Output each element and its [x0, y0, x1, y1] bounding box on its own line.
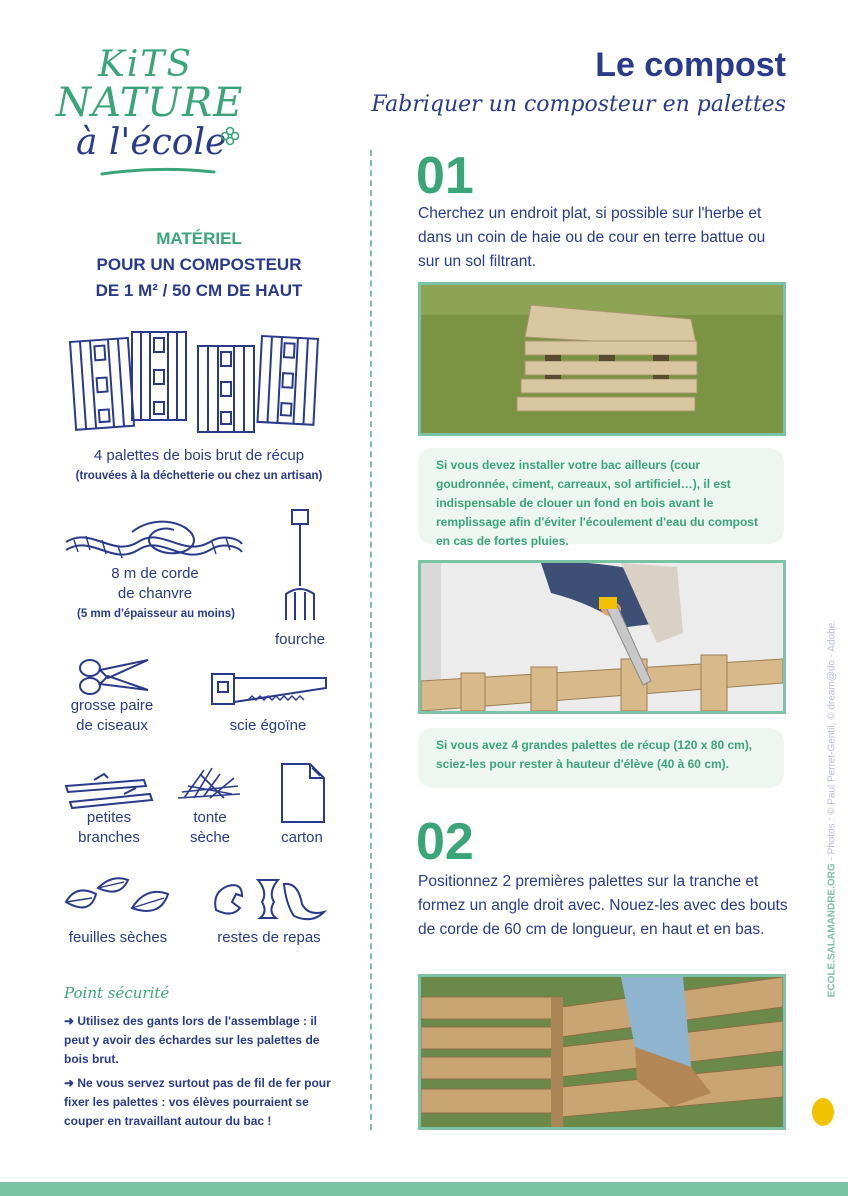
page-title: Le compost — [595, 46, 786, 84]
materiel-heading-2: POUR UN COMPOSTEUR — [96, 255, 302, 274]
branches-label-1: petites — [86, 809, 132, 826]
salamandre-logo-icon — [812, 1098, 834, 1126]
saw-icon — [208, 668, 330, 714]
grass-icon — [174, 764, 246, 804]
logo-line-3: à l'école — [76, 122, 227, 163]
materiel-heading-1: MATÉRIEL — [156, 229, 242, 248]
photo-sawing-pallet — [418, 560, 786, 714]
step-2-text: Positionnez 2 premières palettes sur la tranche et formez un angle droit avec. Nouez-les avec des bouts de corde de 60 cm de longueur, en haut et en bas. — [418, 873, 788, 938]
step-1-text: Cherchez un endroit plat, si possible sur l'herbe et dans un coin de haie ou de cour en terre battue ou sur un sol filtrant. — [418, 205, 766, 270]
pallets-note: (trouvées à la déchetterie ou chez un artisan) — [75, 470, 323, 482]
grass-label-2: sèche — [189, 829, 231, 846]
photo-credit-text: - Photos : © Paul Perret-Gentil, © dream@do - Adobe. — [826, 620, 837, 864]
safety-title: Point sécurité — [64, 984, 170, 1002]
food-scraps-icon — [212, 872, 328, 922]
rope-label-2: de chanvre — [117, 585, 193, 602]
step-1-note-resize: Si vous avez 4 grandes palettes de récup (120 x 80 cm), sciez-les pour rester à hauteur d'élève (40 à 60 cm). — [418, 728, 784, 788]
pallets-label: 4 palettes de bois brut de récup — [93, 447, 305, 464]
materiel-heading-3: DE 1 M² / 50 CM DE HAUT — [95, 281, 303, 300]
step-1-number: 01 — [416, 147, 474, 205]
food-scraps-label: restes de repas — [217, 929, 321, 946]
kits-nature-logo — [48, 40, 248, 180]
photo-tying-pallets — [418, 974, 786, 1130]
safety-tip-1: ➜ Utilisez des gants lors de l'assemblage : il peut y avoir des échardes sur les palettes de bois brut. — [64, 1014, 320, 1066]
scissors-label-1: grosse paire — [70, 697, 154, 714]
scissors-label-2: de ciseaux — [76, 717, 148, 734]
safety-tip-2: ➜ Ne vous servez surtout pas de fil de fer pour fixer les palettes : vos élèves pourraient se couper en travaillant autour du bac ! — [64, 1076, 331, 1128]
branches-label-2: branches — [78, 829, 140, 846]
rope-icon — [62, 514, 246, 564]
site-url: ECOLE.SALAMANDRE.ORG — [826, 863, 837, 998]
materiel-heading — [40, 226, 358, 304]
grass-label-1: tonte — [193, 809, 227, 826]
scissors-icon — [78, 656, 152, 696]
cardboard-icon — [280, 762, 326, 824]
logo-line-2: NATURE — [56, 80, 244, 126]
pallets-icon — [66, 328, 328, 438]
fork-label: fourche — [274, 631, 326, 648]
rope-label-1: 8 m de corde — [111, 565, 199, 582]
cardboard-label: carton — [281, 829, 323, 846]
page-subtitle: Fabriquer un composteur en palettes — [371, 92, 786, 117]
logo-line-1: KiTS — [98, 44, 194, 85]
step-2-number: 02 — [416, 813, 474, 871]
saw-label: scie égoïne — [229, 717, 307, 734]
column-divider — [370, 150, 372, 1130]
step-1-note-ground: Si vous devez installer votre bac ailleurs (cour goudronnée, ciment, carreaux, sol artificiel…), il est indispensable de clouer un fond en bois avant le remplissage afin d'éviter l'écoulement d'eau du compost en cas de fortes pluies. — [418, 448, 784, 544]
photo-pallets-on-grass — [418, 282, 786, 436]
logo-underline — [98, 166, 218, 178]
leaves-label: feuilles sèches — [68, 929, 168, 946]
photo-credits — [826, 620, 837, 997]
branches-icon — [64, 772, 154, 810]
flower-icon — [220, 126, 240, 146]
fork-icon — [280, 508, 320, 626]
footer-band — [0, 1182, 848, 1196]
rope-note: (5 mm d'épaisseur au moins) — [76, 608, 236, 620]
leaves-icon — [62, 872, 174, 922]
